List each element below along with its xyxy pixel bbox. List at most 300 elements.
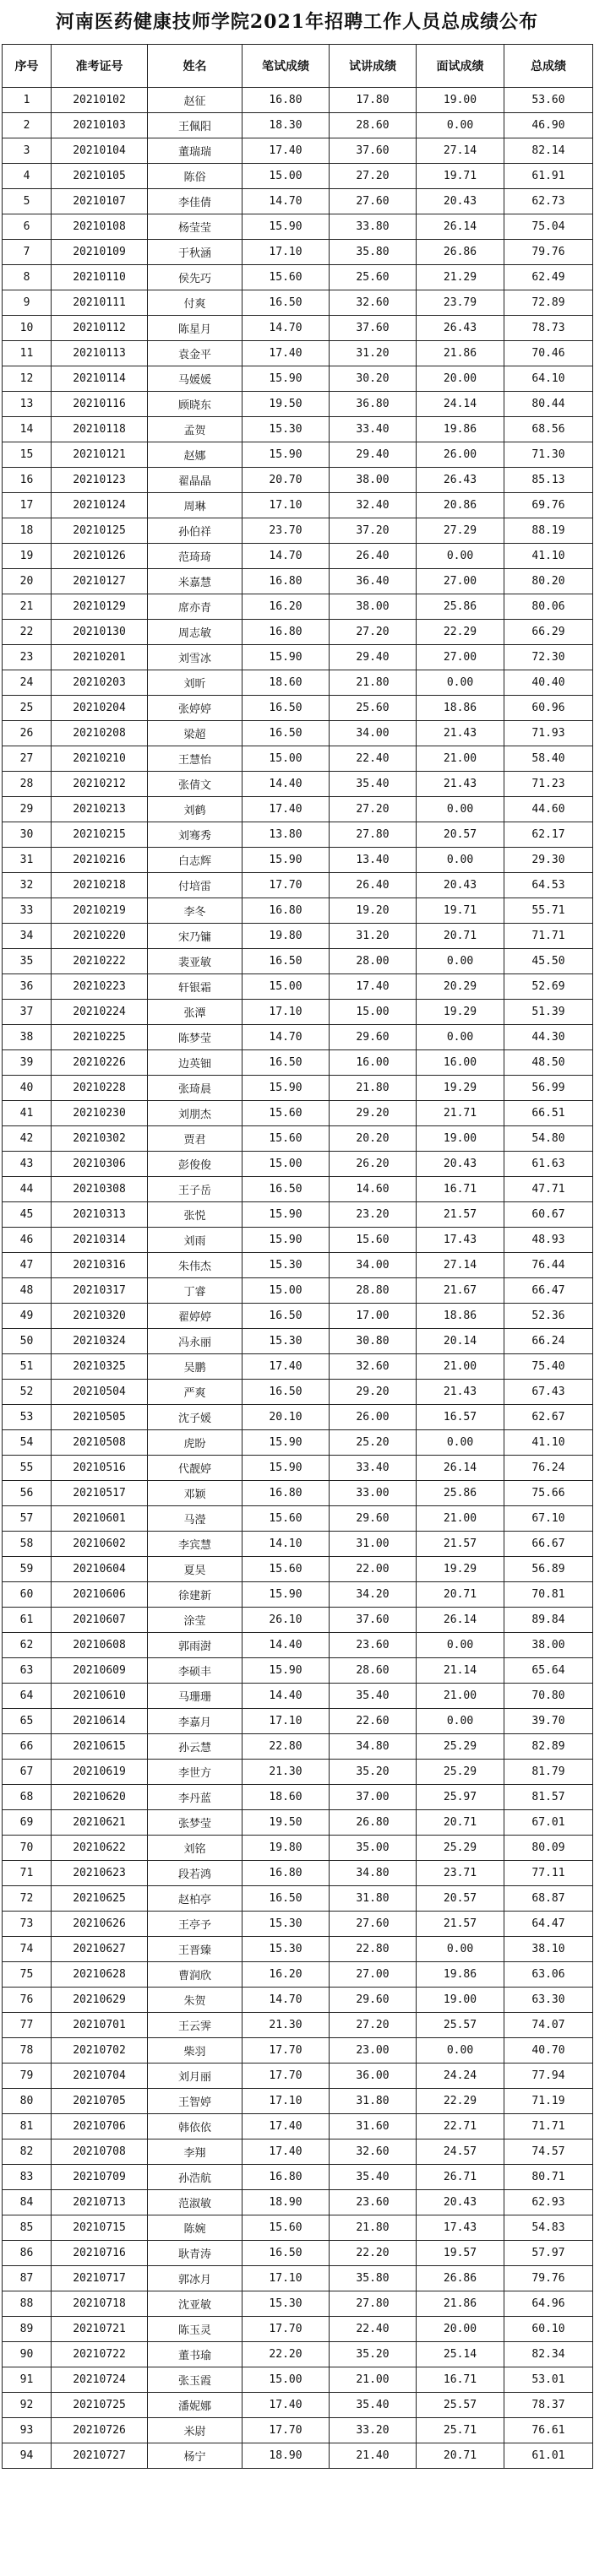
cell-written-score: 16.50 [243, 1177, 330, 1202]
table-row [3, 2418, 593, 2443]
cell-name: 董书瑜 [148, 2342, 243, 2367]
cell-total-score: 64.96 [504, 2291, 593, 2317]
table-row [3, 1152, 593, 1177]
cell-interview-score: 20.71 [417, 924, 504, 949]
table-row [3, 1076, 593, 1101]
cell-index: 58 [3, 1532, 52, 1557]
cell-index: 22 [3, 620, 52, 645]
cell-total-score: 74.07 [504, 2013, 593, 2038]
cell-index: 70 [3, 1836, 52, 1861]
table-row [3, 1253, 593, 1278]
cell-written-score: 18.60 [243, 1785, 330, 1810]
cell-written-score: 16.50 [243, 1050, 330, 1076]
cell-written-score: 16.80 [243, 569, 330, 594]
cell-lecture-score: 15.60 [330, 1228, 417, 1253]
table-row [3, 1025, 593, 1050]
table-row [3, 1912, 593, 1937]
cell-name: 付培雷 [148, 873, 243, 898]
cell-name: 郭冰月 [148, 2266, 243, 2291]
cell-total-score: 45.50 [504, 949, 593, 974]
cell-interview-score: 21.67 [417, 1278, 504, 1304]
table-row [3, 113, 593, 138]
cell-written-score: 17.40 [243, 1354, 330, 1380]
table-row [3, 1785, 593, 1810]
cell-lecture-score: 37.60 [330, 316, 417, 341]
cell-lecture-score: 23.20 [330, 1202, 417, 1228]
cell-name: 潘妮娜 [148, 2393, 243, 2418]
cell-written-score: 15.00 [243, 1152, 330, 1177]
cell-written-score: 15.30 [243, 1329, 330, 1354]
cell-total-score: 61.01 [504, 2443, 593, 2469]
cell-name: 王晋臻 [148, 1937, 243, 1962]
cell-lecture-score: 25.60 [330, 265, 417, 290]
cell-lecture-score: 31.80 [330, 2089, 417, 2114]
cell-index: 30 [3, 822, 52, 848]
cell-exam-id: 20210224 [52, 1000, 148, 1025]
cell-exam-id: 20210213 [52, 797, 148, 822]
table-row [3, 2443, 593, 2469]
cell-total-score: 81.79 [504, 1760, 593, 1785]
table-row [3, 670, 593, 696]
cell-interview-score: 19.00 [417, 1988, 504, 2013]
cell-name: 范琦琦 [148, 544, 243, 569]
cell-name: 米嘉慧 [148, 569, 243, 594]
cell-written-score: 15.60 [243, 1101, 330, 1126]
table-row [3, 2165, 593, 2190]
cell-index: 40 [3, 1076, 52, 1101]
cell-index: 60 [3, 1582, 52, 1608]
cell-written-score: 17.40 [243, 2139, 330, 2165]
cell-name: 宋乃镛 [148, 924, 243, 949]
cell-total-score: 60.96 [504, 696, 593, 721]
cell-index: 55 [3, 1456, 52, 1481]
cell-interview-score: 16.71 [417, 2367, 504, 2393]
cell-exam-id: 20210103 [52, 113, 148, 138]
cell-interview-score: 26.14 [417, 214, 504, 240]
cell-exam-id: 20210127 [52, 569, 148, 594]
cell-name: 张悦 [148, 1202, 243, 1228]
cell-written-score: 14.40 [243, 1633, 330, 1658]
cell-name: 曹润欣 [148, 1962, 243, 1988]
cell-exam-id: 20210508 [52, 1430, 148, 1456]
cell-name: 张梦莹 [148, 1810, 243, 1836]
cell-total-score: 76.61 [504, 2418, 593, 2443]
cell-total-score: 82.34 [504, 2342, 593, 2367]
cell-total-score: 40.70 [504, 2038, 593, 2064]
cell-name: 刘雨 [148, 1228, 243, 1253]
cell-lecture-score: 34.80 [330, 1861, 417, 1886]
cell-written-score: 16.50 [243, 949, 330, 974]
cell-index: 72 [3, 1886, 52, 1912]
table-row [3, 2038, 593, 2064]
cell-interview-score: 27.14 [417, 1253, 504, 1278]
cell-name: 王佩阳 [148, 113, 243, 138]
cell-exam-id: 20210604 [52, 1557, 148, 1582]
cell-lecture-score: 27.20 [330, 2013, 417, 2038]
table-row [3, 696, 593, 721]
cell-lecture-score: 22.40 [330, 746, 417, 772]
cell-name: 李嘉月 [148, 1709, 243, 1734]
cell-lecture-score: 23.60 [330, 2190, 417, 2215]
cell-interview-score: 21.57 [417, 1202, 504, 1228]
cell-lecture-score: 27.20 [330, 164, 417, 189]
cell-total-score: 62.93 [504, 2190, 593, 2215]
cell-written-score: 17.40 [243, 341, 330, 366]
cell-index: 53 [3, 1405, 52, 1430]
cell-interview-score: 20.57 [417, 1886, 504, 1912]
cell-lecture-score: 31.60 [330, 2114, 417, 2139]
table-row [3, 1405, 593, 1430]
cell-written-score: 13.80 [243, 822, 330, 848]
cell-interview-score: 25.97 [417, 1785, 504, 1810]
cell-total-score: 77.11 [504, 1861, 593, 1886]
cell-interview-score: 24.57 [417, 2139, 504, 2165]
table-row [3, 1582, 593, 1608]
cell-interview-score: 25.86 [417, 594, 504, 620]
cell-total-score: 76.24 [504, 1456, 593, 1481]
cell-exam-id: 20210606 [52, 1582, 148, 1608]
cell-written-score: 17.40 [243, 797, 330, 822]
cell-written-score: 17.70 [243, 2064, 330, 2089]
cell-lecture-score: 25.60 [330, 696, 417, 721]
cell-exam-id: 20210111 [52, 290, 148, 316]
cell-total-score: 67.10 [504, 1506, 593, 1532]
cell-total-score: 70.46 [504, 341, 593, 366]
cell-exam-id: 20210708 [52, 2139, 148, 2165]
cell-name: 王云霁 [148, 2013, 243, 2038]
cell-lecture-score: 36.40 [330, 569, 417, 594]
cell-total-score: 70.81 [504, 1582, 593, 1608]
cell-written-score: 16.50 [243, 2241, 330, 2266]
cell-interview-score: 20.43 [417, 873, 504, 898]
cell-exam-id: 20210721 [52, 2317, 148, 2342]
cell-name: 杨莹莹 [148, 214, 243, 240]
cell-lecture-score: 27.20 [330, 797, 417, 822]
cell-lecture-score: 26.20 [330, 1152, 417, 1177]
cell-written-score: 16.20 [243, 1962, 330, 1988]
cell-lecture-score: 26.80 [330, 1810, 417, 1836]
cell-name: 翟婷婷 [148, 1304, 243, 1329]
cell-exam-id: 20210225 [52, 1025, 148, 1050]
cell-index: 75 [3, 1962, 52, 1988]
table-row [3, 1430, 593, 1456]
cell-interview-score: 27.14 [417, 138, 504, 164]
cell-name: 郭雨澍 [148, 1633, 243, 1658]
cell-index: 29 [3, 797, 52, 822]
cell-index: 19 [3, 544, 52, 569]
cell-name: 耿青涛 [148, 2241, 243, 2266]
cell-total-score: 61.91 [504, 164, 593, 189]
cell-lecture-score: 17.40 [330, 974, 417, 1000]
cell-index: 7 [3, 240, 52, 265]
cell-total-score: 68.56 [504, 417, 593, 442]
cell-name: 马珊珊 [148, 1684, 243, 1709]
cell-total-score: 88.19 [504, 518, 593, 544]
cell-index: 77 [3, 2013, 52, 2038]
cell-lecture-score: 21.80 [330, 2215, 417, 2241]
cell-interview-score: 22.29 [417, 620, 504, 645]
cell-lecture-score: 22.40 [330, 2317, 417, 2342]
table-row [3, 2241, 593, 2266]
cell-interview-score: 20.43 [417, 2190, 504, 2215]
table-row [3, 138, 593, 164]
cell-written-score: 17.10 [243, 2089, 330, 2114]
cell-index: 14 [3, 417, 52, 442]
cell-interview-score: 19.86 [417, 417, 504, 442]
cell-exam-id: 20210516 [52, 1456, 148, 1481]
cell-lecture-score: 37.20 [330, 518, 417, 544]
cell-index: 56 [3, 1481, 52, 1506]
cell-exam-id: 20210622 [52, 1836, 148, 1861]
cell-total-score: 46.90 [504, 113, 593, 138]
cell-exam-id: 20210208 [52, 721, 148, 746]
cell-total-score: 71.71 [504, 924, 593, 949]
table-row [3, 1456, 593, 1481]
cell-lecture-score: 32.60 [330, 1354, 417, 1380]
cell-index: 71 [3, 1861, 52, 1886]
cell-exam-id: 20210204 [52, 696, 148, 721]
cell-written-score: 17.40 [243, 2393, 330, 2418]
cell-exam-id: 20210718 [52, 2291, 148, 2317]
cell-total-score: 89.84 [504, 1608, 593, 1633]
cell-written-score: 16.50 [243, 1304, 330, 1329]
table-row [3, 772, 593, 797]
cell-name: 邓颖 [148, 1481, 243, 1506]
cell-lecture-score: 38.00 [330, 594, 417, 620]
cell-interview-score: 20.43 [417, 1152, 504, 1177]
cell-written-score: 19.80 [243, 924, 330, 949]
cell-name: 虎盼 [148, 1430, 243, 1456]
cell-interview-score: 0.00 [417, 797, 504, 822]
cell-exam-id: 20210203 [52, 670, 148, 696]
cell-written-score: 17.10 [243, 1000, 330, 1025]
cell-total-score: 71.23 [504, 772, 593, 797]
cell-exam-id: 20210727 [52, 2443, 148, 2469]
table-row [3, 1734, 593, 1760]
cell-total-score: 77.94 [504, 2064, 593, 2089]
cell-exam-id: 20210717 [52, 2266, 148, 2291]
cell-index: 36 [3, 974, 52, 1000]
cell-total-score: 85.13 [504, 468, 593, 493]
table-row [3, 518, 593, 544]
column-header-total-score: 总成绩 [504, 45, 593, 88]
cell-interview-score: 0.00 [417, 1430, 504, 1456]
table-row [3, 2089, 593, 2114]
cell-lecture-score: 33.40 [330, 417, 417, 442]
cell-written-score: 14.70 [243, 1988, 330, 2013]
cell-exam-id: 20210724 [52, 2367, 148, 2393]
cell-interview-score: 23.71 [417, 1861, 504, 1886]
cell-lecture-score: 21.80 [330, 1076, 417, 1101]
table-row [3, 316, 593, 341]
cell-index: 61 [3, 1608, 52, 1633]
cell-interview-score: 25.86 [417, 1481, 504, 1506]
cell-lecture-score: 29.40 [330, 442, 417, 468]
table-row [3, 721, 593, 746]
cell-written-score: 16.80 [243, 620, 330, 645]
table-row [3, 1608, 593, 1633]
cell-total-score: 80.20 [504, 569, 593, 594]
table-row [3, 746, 593, 772]
table-row [3, 1810, 593, 1836]
cell-written-score: 15.90 [243, 1076, 330, 1101]
cell-interview-score: 19.29 [417, 1557, 504, 1582]
cell-name: 陈星月 [148, 316, 243, 341]
cell-index: 90 [3, 2342, 52, 2367]
cell-written-score: 15.30 [243, 2291, 330, 2317]
cell-written-score: 15.60 [243, 1557, 330, 1582]
cell-lecture-score: 16.00 [330, 1050, 417, 1076]
cell-interview-score: 20.00 [417, 366, 504, 392]
cell-exam-id: 20210210 [52, 746, 148, 772]
cell-name: 孙浩航 [148, 2165, 243, 2190]
cell-written-score: 14.40 [243, 1684, 330, 1709]
cell-total-score: 79.76 [504, 2266, 593, 2291]
cell-exam-id: 20210302 [52, 1126, 148, 1152]
column-header-index: 序号 [3, 45, 52, 88]
cell-written-score: 16.50 [243, 1380, 330, 1405]
cell-exam-id: 20210116 [52, 392, 148, 417]
cell-index: 92 [3, 2393, 52, 2418]
cell-written-score: 16.80 [243, 1861, 330, 1886]
cell-written-score: 15.90 [243, 366, 330, 392]
cell-interview-score: 27.29 [417, 518, 504, 544]
cell-name: 李翔 [148, 2139, 243, 2165]
cell-total-score: 70.80 [504, 1684, 593, 1709]
column-header-written-score: 笔试成绩 [243, 45, 330, 88]
cell-name: 李硕丰 [148, 1658, 243, 1684]
cell-written-score: 17.10 [243, 1709, 330, 1734]
cell-interview-score: 25.29 [417, 1734, 504, 1760]
score-table [2, 44, 593, 2469]
table-row [3, 2266, 593, 2291]
cell-name: 轩银霜 [148, 974, 243, 1000]
cell-lecture-score: 38.00 [330, 468, 417, 493]
cell-written-score: 17.70 [243, 873, 330, 898]
cell-interview-score: 0.00 [417, 1633, 504, 1658]
cell-exam-id: 20210704 [52, 2064, 148, 2089]
table-row [3, 2064, 593, 2089]
cell-interview-score: 20.57 [417, 822, 504, 848]
cell-exam-id: 20210129 [52, 594, 148, 620]
cell-exam-id: 20210623 [52, 1861, 148, 1886]
cell-name: 马瀅 [148, 1506, 243, 1532]
cell-total-score: 80.44 [504, 392, 593, 417]
cell-total-score: 29.30 [504, 848, 593, 873]
cell-name: 周志敏 [148, 620, 243, 645]
cell-lecture-score: 30.20 [330, 366, 417, 392]
table-row [3, 366, 593, 392]
page-title: 河南医药健康技师学院2021年招聘工作人员总成绩公布 [55, 11, 539, 33]
cell-name: 彭俊俊 [148, 1152, 243, 1177]
cell-interview-score: 20.14 [417, 1329, 504, 1354]
cell-exam-id: 20210614 [52, 1709, 148, 1734]
cell-interview-score: 17.43 [417, 2215, 504, 2241]
cell-exam-id: 20210201 [52, 645, 148, 670]
cell-written-score: 17.70 [243, 2317, 330, 2342]
table-row [3, 1988, 593, 2013]
table-row [3, 240, 593, 265]
cell-lecture-score: 20.20 [330, 1126, 417, 1152]
cell-lecture-score: 33.80 [330, 214, 417, 240]
cell-lecture-score: 29.60 [330, 1506, 417, 1532]
cell-name: 陈梦莹 [148, 1025, 243, 1050]
cell-lecture-score: 26.00 [330, 1405, 417, 1430]
cell-total-score: 38.00 [504, 1633, 593, 1658]
cell-total-score: 66.47 [504, 1278, 593, 1304]
cell-name: 冯永丽 [148, 1329, 243, 1354]
cell-lecture-score: 21.80 [330, 670, 417, 696]
cell-total-score: 64.53 [504, 873, 593, 898]
cell-total-score: 55.71 [504, 898, 593, 924]
cell-index: 46 [3, 1228, 52, 1253]
cell-written-score: 17.10 [243, 493, 330, 518]
cell-total-score: 72.30 [504, 645, 593, 670]
cell-interview-score: 17.43 [417, 1228, 504, 1253]
cell-name: 吴鹏 [148, 1354, 243, 1380]
cell-interview-score: 26.43 [417, 316, 504, 341]
cell-total-score: 51.39 [504, 1000, 593, 1025]
cell-interview-score: 16.57 [417, 1405, 504, 1430]
cell-index: 81 [3, 2114, 52, 2139]
cell-written-score: 26.10 [243, 1608, 330, 1633]
cell-name: 刘雪冰 [148, 645, 243, 670]
cell-total-score: 62.49 [504, 265, 593, 290]
cell-exam-id: 20210602 [52, 1532, 148, 1557]
table-row [3, 2013, 593, 2038]
cell-lecture-score: 27.20 [330, 620, 417, 645]
cell-total-score: 62.17 [504, 822, 593, 848]
cell-interview-score: 18.86 [417, 1304, 504, 1329]
cell-name: 严爽 [148, 1380, 243, 1405]
cell-name: 侯先巧 [148, 265, 243, 290]
cell-index: 57 [3, 1506, 52, 1532]
cell-exam-id: 20210308 [52, 1177, 148, 1202]
table-row [3, 164, 593, 189]
cell-total-score: 67.01 [504, 1810, 593, 1836]
cell-index: 17 [3, 493, 52, 518]
cell-lecture-score: 27.80 [330, 822, 417, 848]
table-row [3, 848, 593, 873]
cell-exam-id: 20210620 [52, 1785, 148, 1810]
cell-interview-score: 20.00 [417, 2317, 504, 2342]
cell-exam-id: 20210108 [52, 214, 148, 240]
cell-lecture-score: 31.20 [330, 341, 417, 366]
cell-written-score: 22.20 [243, 2342, 330, 2367]
cell-exam-id: 20210716 [52, 2241, 148, 2266]
cell-written-score: 23.70 [243, 518, 330, 544]
cell-name: 涂莹 [148, 1608, 243, 1633]
cell-interview-score: 19.29 [417, 1076, 504, 1101]
table-row [3, 594, 593, 620]
cell-written-score: 16.50 [243, 721, 330, 746]
cell-index: 32 [3, 873, 52, 898]
cell-lecture-score: 21.40 [330, 2443, 417, 2469]
cell-index: 34 [3, 924, 52, 949]
cell-index: 79 [3, 2064, 52, 2089]
cell-written-score: 16.80 [243, 88, 330, 113]
cell-interview-score: 19.57 [417, 2241, 504, 2266]
cell-name: 赵柏亭 [148, 1886, 243, 1912]
cell-index: 54 [3, 1430, 52, 1456]
cell-written-score: 21.30 [243, 1760, 330, 1785]
cell-index: 62 [3, 1633, 52, 1658]
cell-lecture-score: 31.80 [330, 1886, 417, 1912]
cell-exam-id: 20210126 [52, 544, 148, 569]
cell-exam-id: 20210313 [52, 1202, 148, 1228]
cell-written-score: 16.50 [243, 290, 330, 316]
cell-total-score: 61.63 [504, 1152, 593, 1177]
